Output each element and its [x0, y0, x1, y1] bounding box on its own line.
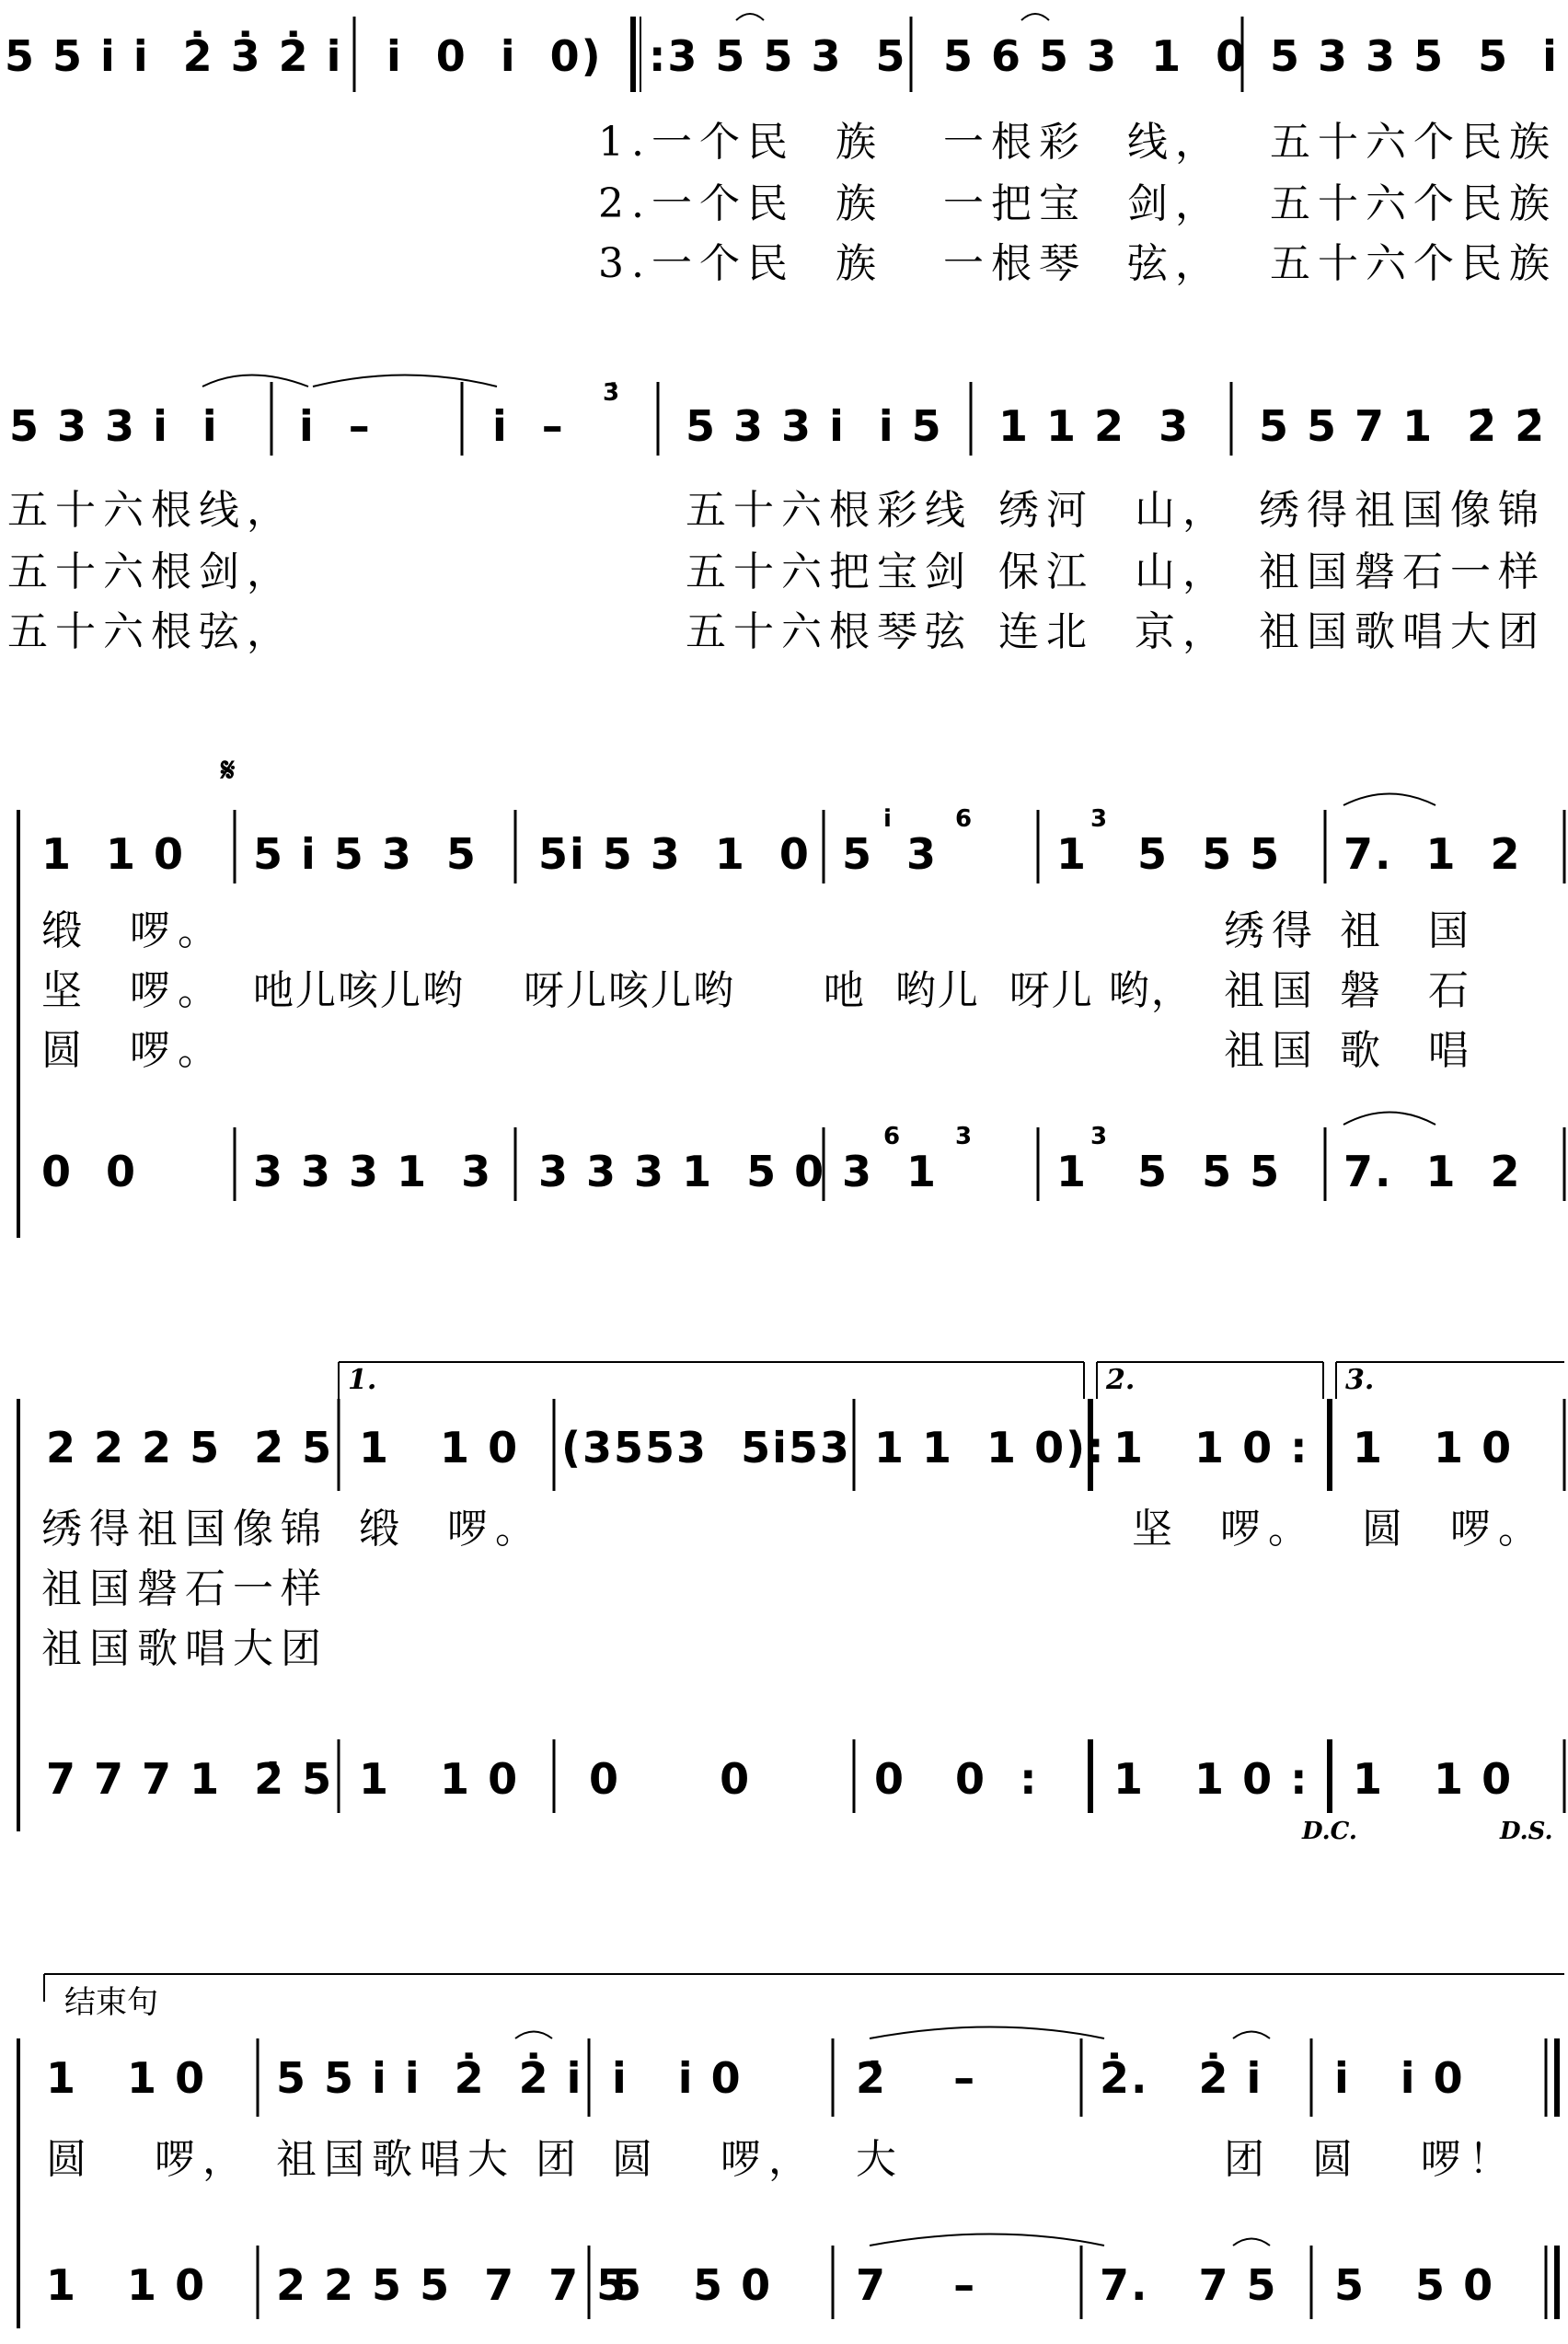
row1-ly2b: 一把宝 剑，: [943, 180, 1223, 227]
row1-ly1b: 一根彩 线，: [943, 119, 1223, 166]
row1-ly3a: 3.一个民 族: [598, 240, 883, 287]
row4-u3: (3553 5i̇53: [561, 1423, 851, 1472]
row4-l4: 0 0 :: [874, 1754, 1039, 1804]
row5-l2: 2 2 5 5 7 7 5: [276, 2260, 628, 2310]
row3-gu1: i̇: [883, 805, 892, 833]
row5-ly4: 大: [856, 2136, 904, 2183]
row2-ly3d: 祖国歌唱大团: [1259, 608, 1546, 655]
row2-ly1b: 五十六根彩线: [686, 487, 973, 534]
row3-ly1a: 缎 啰。: [41, 907, 225, 954]
row4-ly1c: 坚 啰。: [1132, 1506, 1316, 1553]
row3-l4: 3 1: [842, 1147, 939, 1196]
row3-ly3b: 祖国 歌 唱: [1224, 1027, 1476, 1074]
row3-u2: 5 i̇ 5 3 5: [253, 829, 478, 879]
row3-gl1: 6: [883, 1123, 901, 1150]
row1-m5: 5 3 3 5 5 i̇: [1270, 31, 1559, 81]
row5-u5: 2̇. 2̇ i̇: [1100, 2053, 1263, 2103]
row2-ly1a: 五十六根线，: [7, 487, 294, 534]
row4-ly1d: 圆 啰。: [1362, 1506, 1546, 1553]
row1-m4: 5 6 5 3 1 0: [943, 31, 1248, 81]
row2-m3: i̇ –: [492, 401, 565, 451]
row4-l5: 1 1 0 :: [1113, 1754, 1309, 1804]
row1-ly1a: 1.一个民 族: [598, 119, 883, 166]
row3-gl3: 3: [1090, 1123, 1108, 1150]
segno-sign: 𝄋: [221, 752, 237, 790]
row3-u4: 5 3: [842, 829, 939, 879]
ds-mark: D.S.: [1500, 1818, 1553, 1845]
row1-ly1c: 五十六个民族: [1270, 119, 1557, 166]
row2-m5: 1 1 2 3: [998, 401, 1191, 451]
row5-u3: i̇ i̇ 0: [612, 2053, 743, 2103]
row4-ly2a: 祖国磐石一样: [41, 1565, 329, 1612]
row2-m6: 5 5 7 1 2̇ 2̇: [1259, 401, 1547, 451]
row2-ly2c: 保江 山，: [998, 548, 1230, 595]
row4-u6: 1 1 0: [1353, 1423, 1514, 1472]
row2-ly3c: 连北 京，: [998, 608, 1230, 655]
row3-u1: 1 1 0: [41, 829, 186, 879]
row3-l5: 1 5 5 5: [1056, 1147, 1282, 1196]
row5-l1: 1 1 0: [46, 2260, 207, 2310]
row4-l3: 0 0: [589, 1754, 752, 1804]
row4-l6: 1 1 0: [1353, 1754, 1514, 1804]
row3-l6: 7. 1 2: [1343, 1147, 1522, 1196]
row4-l2: 1 1 0: [359, 1754, 520, 1804]
row3-l1: 0 0: [41, 1147, 138, 1196]
row3-ly2c: 祖国 磐 石: [1224, 967, 1476, 1014]
row3-ly3a: 圆 啰。: [41, 1027, 225, 1074]
row2-m4: 5 3 3 i̇ i̇ 5: [686, 401, 943, 451]
row3-gu2: 6: [955, 805, 973, 833]
row5-u2: 5 5 i̇ i̇ 2̇ 2̇ i̇: [276, 2053, 583, 2103]
row4-ly1b: 缎 啰。: [359, 1506, 543, 1553]
row3-ly1b: 绣得 祖 国: [1224, 907, 1476, 954]
row1-m3: :3 5 5 3 5: [649, 31, 907, 81]
row4-u5: 1 1 0 :: [1113, 1423, 1309, 1472]
ending-label: 结束句: [64, 1984, 158, 2021]
row4-u1: 2 2 2 5 2̇ 5: [46, 1423, 334, 1472]
row1-ly2a: 2.一个民 族: [598, 180, 883, 227]
row1-m2: i̇ 0 i̇ 0): [386, 31, 603, 81]
row2-ly3b: 五十六根琴弦: [686, 608, 973, 655]
row2-ly2b: 五十六把宝剑: [686, 548, 973, 595]
row3-u3: 5i̇ 5 3 1 0: [538, 829, 811, 879]
row4-ly3a: 祖国歌唱大团: [41, 1625, 329, 1672]
volta-1: 1.: [348, 1364, 377, 1396]
row5-l3: 5 5 0: [612, 2260, 773, 2310]
row4-u4: 1 1 1 0):: [874, 1423, 1106, 1472]
row4-l1: 7 7 7 1 2̇ 5: [46, 1754, 334, 1804]
row5-l4: 7 –: [856, 2260, 977, 2310]
row1-m1: 5 5 i̇ i̇ 2̇ 3̇ 2̇ i̇: [5, 31, 343, 81]
volta-2: 2.: [1106, 1364, 1136, 1396]
row2-grace: 3̇: [603, 379, 620, 407]
row1-ly3c: 五十六个民族: [1270, 240, 1557, 287]
row3-ly2a: 坚 啰。: [41, 967, 225, 1014]
row2-ly2a: 五十六根剑，: [7, 548, 294, 595]
row2-ly3a: 五十六根弦，: [7, 608, 294, 655]
row5-ly5: 团 圆 啰！: [1224, 2136, 1516, 2183]
row3-u6: 7. 1 2: [1343, 829, 1522, 879]
row3-u5: 1 5 5 5: [1056, 829, 1282, 879]
row2-m2: i̇ –: [299, 401, 372, 451]
row2-ly2d: 祖国磐石一样: [1259, 548, 1546, 595]
row5-u1: 1 1 0: [46, 2053, 207, 2103]
row3-l2: 3 3 3 1 3: [253, 1147, 493, 1196]
dc-mark: D.C.: [1302, 1818, 1357, 1845]
row1-ly3b: 一根琴 弦，: [943, 240, 1223, 287]
row3-gu3: 3: [1090, 805, 1108, 833]
volta-3: 3.: [1345, 1364, 1375, 1396]
row3-l3: 3 3 3 1 5 0: [538, 1147, 826, 1196]
row5-l5: 7. 7 5: [1100, 2260, 1278, 2310]
row5-ly1: 圆 啰，: [46, 2136, 250, 2183]
row5-u4: 2̇ –: [856, 2053, 977, 2103]
row2-ly1d: 绣得祖国像锦: [1259, 487, 1546, 534]
row2-ly1c: 绣河 山，: [998, 487, 1230, 534]
row5-ly2: 祖国歌唱大 团: [276, 2136, 583, 2183]
row2-m1: 5 3 3 i̇ i̇: [9, 401, 219, 451]
row3-gl2: 3: [955, 1123, 973, 1150]
row5-l6: 5 5 0: [1334, 2260, 1495, 2310]
row4-u2: 1 1 0: [359, 1423, 520, 1472]
row1-ly2c: 五十六个民族: [1270, 180, 1557, 227]
row5-u6: i̇ i̇ 0: [1334, 2053, 1465, 2103]
row5-ly3: 圆 啰，: [612, 2136, 816, 2183]
row3-ly2b: 吔儿咳儿哟 呀儿咳儿哟 吔 哟儿 呀儿 哟，: [253, 967, 1193, 1014]
row4-ly1a: 绣得祖国像锦: [41, 1506, 329, 1553]
